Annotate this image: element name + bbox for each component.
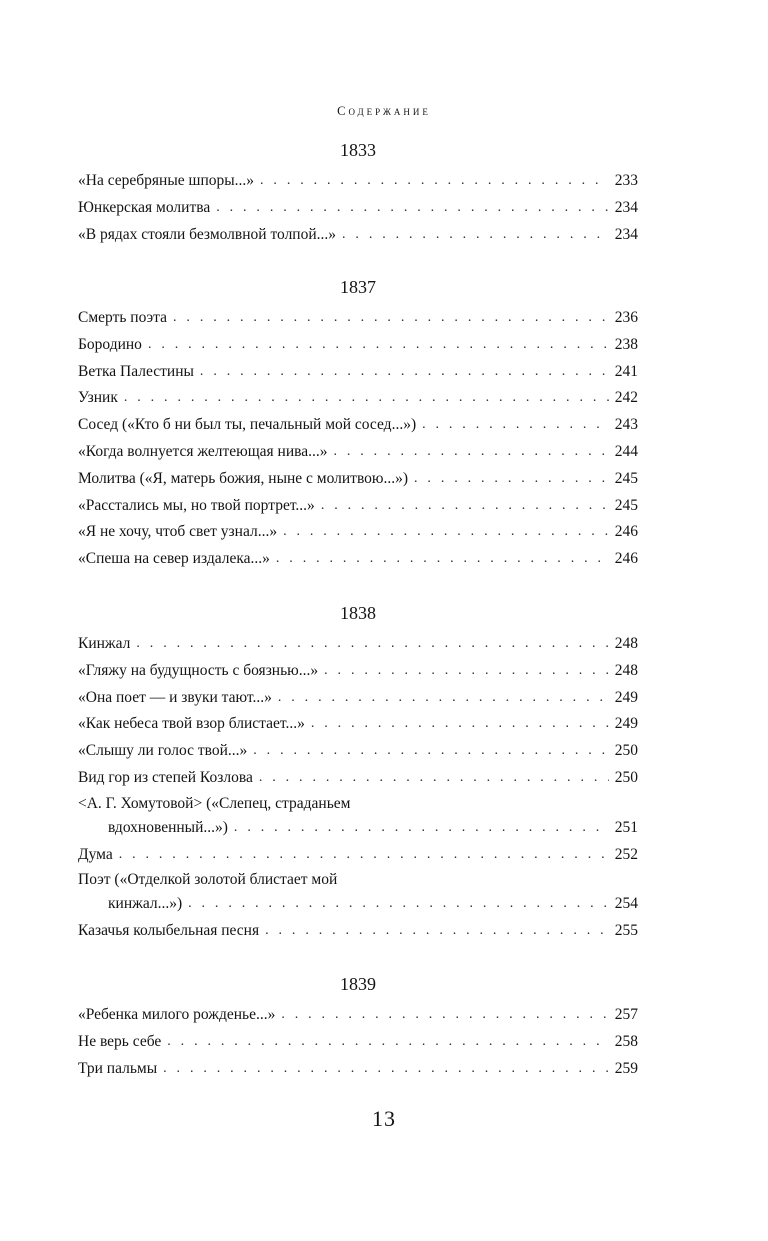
toc-entry[interactable] bbox=[78, 842, 638, 869]
leader-dots bbox=[311, 711, 609, 738]
leader-dots bbox=[324, 658, 609, 685]
entry-page: 243 bbox=[614, 416, 638, 434]
entry-title: Вид гор из степей Козлова bbox=[78, 768, 253, 786]
toc-entry[interactable] bbox=[78, 1056, 638, 1083]
toc-entry[interactable] bbox=[78, 918, 638, 945]
section-1838 bbox=[78, 601, 638, 945]
entry-list bbox=[78, 631, 638, 945]
leader-dots bbox=[124, 385, 609, 412]
entry-title: Бородино bbox=[78, 335, 142, 353]
entry-title: «Расстались мы, но твой портрет...» bbox=[78, 496, 315, 514]
toc-entry[interactable] bbox=[78, 738, 638, 765]
toc-entry[interactable] bbox=[78, 519, 638, 546]
toc-entry[interactable] bbox=[78, 222, 638, 249]
toc-entry[interactable] bbox=[78, 765, 638, 792]
entry-title: Сосед («Кто б ни был ты, печальный мой сосед...») bbox=[78, 416, 417, 434]
entry-title-line1: Поэт («Отделкой золотой блистает мой bbox=[78, 871, 338, 889]
entry-title: «Спеша на север издалека...» bbox=[78, 550, 270, 568]
entry-continuation bbox=[78, 891, 638, 918]
toc-entry[interactable] bbox=[78, 546, 638, 573]
entry-page: 236 bbox=[614, 309, 638, 326]
section-year: 1837 bbox=[340, 277, 376, 297]
leader-dots bbox=[234, 815, 609, 842]
leader-dots bbox=[259, 765, 609, 792]
entry-page: 257 bbox=[614, 1006, 638, 1023]
toc-entry[interactable] bbox=[78, 685, 638, 712]
toc-entry[interactable] bbox=[78, 631, 638, 658]
entry-title: Дума bbox=[78, 845, 113, 863]
entry-title: «Ребенка милого рожденье...» bbox=[78, 1006, 276, 1023]
toc-entry[interactable] bbox=[78, 412, 638, 439]
leader-dots bbox=[278, 685, 609, 712]
leader-dots bbox=[422, 412, 609, 439]
toc-entry[interactable] bbox=[78, 305, 638, 332]
entry-continuation bbox=[78, 815, 638, 842]
entry-list bbox=[78, 168, 638, 248]
leader-dots bbox=[276, 546, 609, 573]
leader-dots bbox=[200, 359, 609, 386]
entry-page: 248 bbox=[614, 635, 638, 652]
entry-title: «Слышу ли голос твой...» bbox=[78, 742, 248, 760]
entry-page: 238 bbox=[614, 335, 638, 353]
toc-entry[interactable] bbox=[78, 1002, 638, 1029]
entry-title: Кинжал bbox=[78, 635, 131, 652]
entry-page: 248 bbox=[614, 661, 638, 679]
entry-page: 242 bbox=[614, 389, 638, 407]
leader-dots bbox=[167, 1029, 608, 1056]
entry-page: 249 bbox=[614, 688, 638, 706]
entry-page: 251 bbox=[614, 818, 638, 836]
entry-page: 233 bbox=[614, 172, 638, 189]
toc-entry[interactable] bbox=[78, 466, 638, 493]
leader-dots bbox=[333, 439, 608, 466]
leader-dots bbox=[173, 305, 609, 332]
entry-title: вдохновенный...») bbox=[108, 818, 228, 836]
entry-page: 249 bbox=[614, 715, 638, 733]
entry-page: 250 bbox=[614, 768, 638, 786]
toc-entry[interactable] bbox=[78, 868, 638, 918]
entry-title: Ветка Палестины bbox=[78, 362, 194, 380]
leader-dots bbox=[119, 842, 609, 869]
entry-title: «На серебряные шпоры...» bbox=[78, 172, 255, 189]
leader-dots bbox=[253, 738, 608, 765]
entry-page: 244 bbox=[614, 442, 638, 460]
running-head: Содержание bbox=[337, 104, 431, 118]
section-1837 bbox=[78, 275, 638, 573]
entry-title: Юнкерская молитва bbox=[78, 198, 211, 216]
toc-entry[interactable] bbox=[78, 439, 638, 466]
entry-title: «В рядах стояли безмолвной толпой...» bbox=[78, 225, 337, 243]
entry-title: Смерть поэта bbox=[78, 309, 168, 326]
entry-page: 234 bbox=[614, 225, 638, 243]
entry-page: 254 bbox=[614, 895, 638, 913]
entry-title: «Гляжу на будущность с боязнью...» bbox=[78, 661, 319, 679]
section-year: 1838 bbox=[340, 603, 376, 623]
entry-page: 252 bbox=[614, 845, 638, 863]
toc-entry[interactable] bbox=[78, 493, 638, 520]
toc-entry[interactable] bbox=[78, 359, 638, 386]
leader-dots bbox=[283, 519, 609, 546]
entry-list bbox=[78, 305, 638, 573]
section-1839 bbox=[78, 972, 638, 1082]
section-year: 1839 bbox=[340, 974, 376, 994]
leader-dots bbox=[414, 466, 609, 493]
toc-entry[interactable] bbox=[78, 332, 638, 359]
leader-dots bbox=[265, 918, 609, 945]
entry-page: 255 bbox=[614, 922, 638, 940]
leader-dots bbox=[216, 195, 609, 222]
leader-dots bbox=[321, 493, 609, 520]
section-year: 1833 bbox=[340, 140, 376, 160]
entry-page: 246 bbox=[614, 550, 638, 568]
entry-page: 258 bbox=[614, 1032, 638, 1050]
entry-page: 250 bbox=[614, 742, 638, 760]
entry-page: 241 bbox=[614, 362, 638, 380]
toc-entry[interactable] bbox=[78, 385, 638, 412]
entry-title: «Я не хочу, чтоб свет узнал...» bbox=[78, 523, 278, 541]
toc-entry[interactable] bbox=[78, 792, 638, 842]
leader-dots bbox=[342, 222, 609, 249]
entry-title: Узник bbox=[78, 389, 118, 407]
entry-title: Казачья колыбельная песня bbox=[78, 922, 260, 940]
entry-title: «Она поет — и звуки тают...» bbox=[78, 688, 272, 706]
toc-entry[interactable] bbox=[78, 195, 638, 222]
entry-list bbox=[78, 1002, 638, 1082]
entry-page: 246 bbox=[614, 523, 638, 541]
entry-title: кинжал...») bbox=[108, 895, 183, 913]
page-number: 13 bbox=[372, 1106, 396, 1131]
toc-entry[interactable] bbox=[78, 658, 638, 685]
entry-page: 259 bbox=[614, 1059, 638, 1077]
entry-title: «Когда волнуется желтеющая нива...» bbox=[78, 442, 328, 460]
leader-dots bbox=[148, 332, 609, 359]
toc-entry[interactable] bbox=[78, 168, 638, 195]
entry-title: Молитва («Я, матерь божия, ныне с молитвою...») bbox=[78, 469, 409, 487]
entry-title: Три пальмы bbox=[78, 1059, 158, 1077]
entry-title: Не верь себе bbox=[78, 1032, 162, 1050]
entry-page: 245 bbox=[614, 496, 638, 514]
leader-dots bbox=[188, 891, 609, 918]
toc-entry[interactable] bbox=[78, 1029, 638, 1056]
leader-dots bbox=[163, 1056, 609, 1083]
leader-dots bbox=[281, 1002, 608, 1029]
entry-title: «Как небеса твой взор блистает...» bbox=[78, 715, 305, 733]
entry-title-line1: <А. Г. Хомутовой> («Слепец, страданьем bbox=[78, 794, 351, 812]
entry-page: 245 bbox=[614, 469, 638, 487]
leader-dots bbox=[136, 631, 608, 658]
leader-dots bbox=[260, 168, 609, 195]
section-1833 bbox=[78, 138, 638, 248]
entry-page: 234 bbox=[614, 198, 638, 216]
toc-entry[interactable] bbox=[78, 711, 638, 738]
